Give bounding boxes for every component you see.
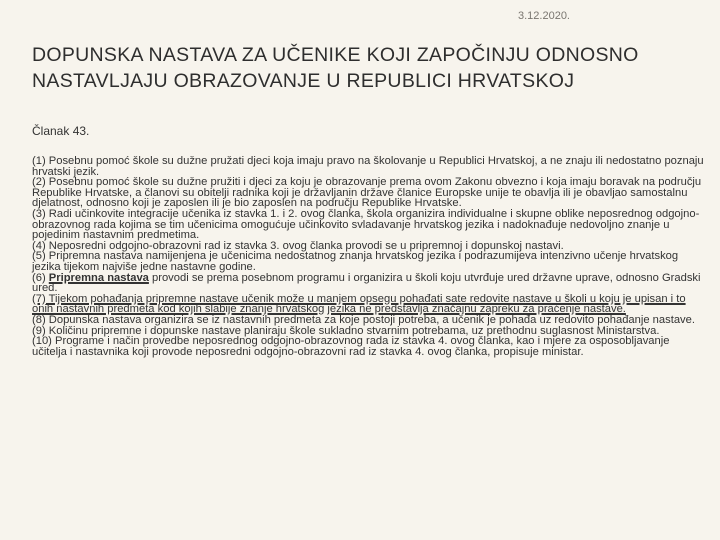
paragraph-2: (2) Posebnu pomoć škole su dužne pružiti i djeci za koju je obrazovanje prema ovom Zakonu obvezno i koja imaju boravak na području Republike Hrvatske, a članovi su obitelji radnika koji je državljanin države članice Europske unije te obavlja ili je obavljao samostalnu djelatnost, odnosno koji je zaposlen ili je bio zaposlen na području Republike Hrvatske. [32, 176, 702, 210]
paragraph-4: (4) Neposredni odgojno-obrazovni rad iz stavka 3. ovog članka provodi se u pripremnoj i dopunskoj nastavi. [32, 239, 564, 252]
paragraph-7: (7) Tijekom pohađanja pripremne nastave učenik može u manjem opsegu pohađati sate redovite nastave u školi u koju je upisan i to onih nastavnih predmeta kod kojih slabije znanje hrvatskog jezika ne predstavlja značajnu zapreku za praćenje nastave. [32, 292, 686, 316]
paragraph-6-text: provodi se prema posebnom programu i organizira u školi koju utvrđuje ured državne uprave, odnosno Gradski ured. [32, 271, 701, 295]
article-number: Članak 43. [32, 124, 90, 138]
paragraph-5: (5) Pripremna nastava namijenjena je učenicima nedostatnog znanja hrvatskog jezika i podrazumijeva intenzivno učenje hrvatskog jezika tijekom najviše jedne nastavne godine. [32, 250, 679, 273]
paragraph-6-prefix: (6) [32, 271, 49, 284]
paragraph-6 [32, 273, 704, 294]
paragraph-10: (10) Programe i način provedbe neposrednog odgojno-obrazovnog rada iz stavka 4. ovog članka, kao i mjere za osposobljavanje učitelja i nastavnika koji provode neposredni odgojno-obrazovni rad iz stavka 4. ovog članka, propisuje ministar. [32, 335, 670, 358]
article-body [32, 156, 704, 357]
paragraph-8: (8) Dopunska nastava organizira se iz nastavnih predmeta za koje postoji potreba, a učenik je pohađa uz redovito pohađanje nastave. [32, 313, 695, 326]
paragraph-6-highlight: Pripremna nastava [48, 271, 149, 284]
slide-title: DOPUNSKA NASTAVA ZA UČENIKE KOJI ZAPOČINJU ODNOSNO NASTAVLJAJU OBRAZOVANJE U REPUBLICI HRVATSKOJ [32, 44, 639, 92]
paragraph-3: (3) Radi učinkovite integracije učenika iz stavka 1. i 2. ovog članka, škola organizira individualne i skupne oblike neposrednog odgojno-obrazovnog rada kojima se tim učenicima omogućuje učinkovito svladavanje hrvatskog jezika i nadoknađuje nedovoljno znanje u pojedinim nastavnim predmetima. [32, 207, 700, 242]
paragraph-9: (9) Količinu pripremne i dopunske nastave planiraju škole sukladno stvarnim potrebama, uz prethodnu suglasnost Ministarstva. [32, 324, 660, 337]
slide-date: 3.12.2020. [518, 10, 570, 22]
paragraph-1: (1) Posebnu pomoć škole su dužne pružati djeci koja imaju pravo na školovanje u Republici Hrvatskoj, a ne znaju ili nedostatno poznaju hrvatski jezik. [32, 155, 704, 178]
